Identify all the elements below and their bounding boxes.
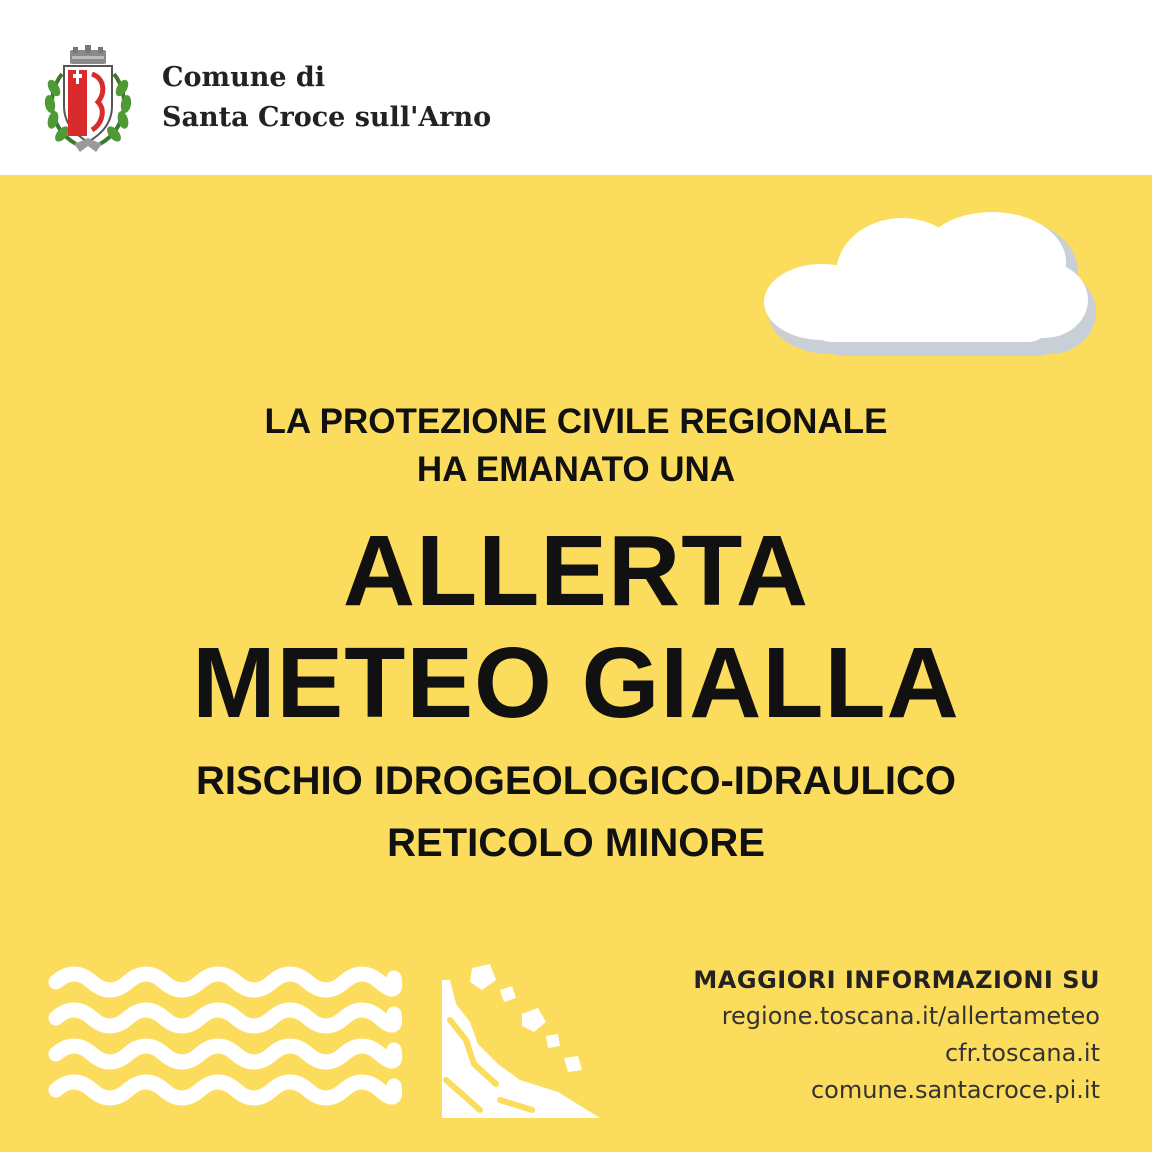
more-info-title: MAGGIORI INFORMAZIONI SU — [693, 966, 1100, 994]
municipality-name — [162, 58, 491, 138]
more-info-panel — [693, 962, 1100, 1109]
intro-text — [0, 398, 1152, 494]
org-name-line2: Santa Croce sull'Arno — [162, 102, 492, 133]
intro-line1: LA PROTEZIONE CIVILE REGIONALE — [264, 402, 888, 441]
waves-icon — [44, 960, 404, 1120]
org-name-line1: Comune di — [162, 62, 326, 93]
risk-line1: RISCHIO IDROGEOLOGICO-IDRAULICO — [196, 759, 956, 803]
risk-type — [0, 750, 1152, 874]
headline-line2: METEO GIALLA — [192, 627, 960, 739]
cloud-icon — [760, 212, 1100, 372]
link-comune-santacroce[interactable]: comune.santacroce.pi.it — [810, 1076, 1100, 1104]
intro-line2: HA EMANATO UNA — [416, 450, 736, 489]
link-regione-toscana[interactable]: regione.toscana.it/allertameteo — [721, 1002, 1100, 1030]
header-bar — [0, 0, 1152, 175]
landslide-icon — [440, 960, 605, 1120]
headline-line1: ALLERTA — [342, 515, 810, 627]
municipal-crest-icon — [40, 44, 136, 156]
alert-headline — [0, 515, 1152, 739]
risk-line2: RETICOLO MINORE — [387, 821, 765, 865]
link-cfr-toscana[interactable]: cfr.toscana.it — [944, 1039, 1100, 1067]
